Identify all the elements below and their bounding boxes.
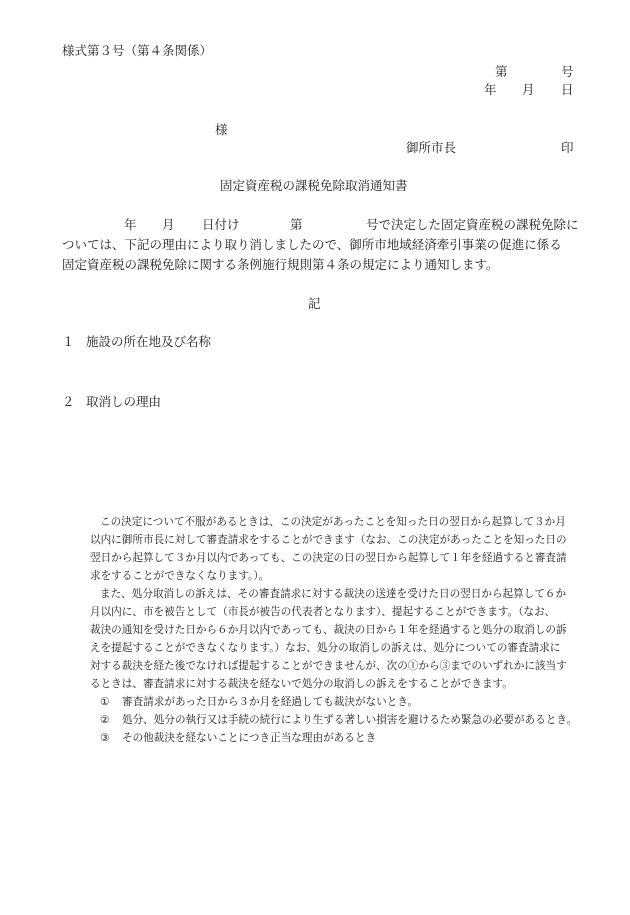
date-year: 年 bbox=[484, 82, 497, 97]
intro-line2: ついては、下記の理由により取り消しましたので、御所市地域経済牽引事業の促進に係る bbox=[62, 237, 562, 252]
notice-line: るときは、審査請求に対する裁決を経ないで処分の取消しの訴えをすることができます。 bbox=[90, 678, 513, 690]
form-label: 様式第３号（第４条関係） bbox=[62, 43, 213, 58]
notice-line: えを提起することができなくなります。）なお、処分の取消しの訴えは、処分についての審査請求に bbox=[90, 642, 561, 654]
notice-line: この決定について不服があるときは、この決定があったことを知った日の翌日から起算して３か月 bbox=[100, 516, 566, 528]
condition-text: その他裁決を経ないことにつき正当な理由があるとき bbox=[122, 732, 377, 744]
item-2-label: 取消しの理由 bbox=[86, 394, 162, 409]
intro-dai: 第 bbox=[290, 217, 303, 232]
issuer-seal: 印 bbox=[561, 140, 574, 155]
notice-line: 対する裁決を経た後でなければ提起することができませんが、次の①から③までのいずれかに該当す bbox=[90, 660, 567, 672]
notice-line: 翌日から起算して３か月以内であっても、この決定の日の翌日から起算して１年を経過すると審査請 bbox=[90, 552, 567, 564]
condition-text: 処分、処分の執行又は手続の続行により生ずる著しい損害を避けるため緊急の必要があるとき。 bbox=[122, 714, 578, 726]
condition-text: 審査請求があった日から３か月を経過しても裁決がないとき。 bbox=[122, 696, 419, 708]
date-day: 日 bbox=[561, 82, 574, 97]
document-title: 固定資産税の課税免除取消通知書 bbox=[220, 178, 408, 193]
addressee-sama: 様 bbox=[215, 122, 228, 137]
condition-mark: ① bbox=[100, 696, 110, 708]
condition-mark: ② bbox=[100, 714, 110, 726]
intro-hizuke: 日付け bbox=[202, 217, 240, 232]
notice-line: 以内に御所市長に対して審査請求をすることができます（なお、この決定があったことを知った日の bbox=[90, 534, 567, 546]
doc-number-gou: 号 bbox=[561, 64, 574, 79]
item-1-number: １ bbox=[62, 334, 75, 349]
intro-line1-tail: 号で決定した固定資産税の課税免除に bbox=[366, 217, 579, 232]
issuer-title: 御所市長 bbox=[406, 140, 457, 155]
intro-line3: 固定資産税の課税免除に関する条例施行規則第４条の規定により通知します。 bbox=[62, 257, 499, 272]
date-month: 月 bbox=[522, 82, 535, 97]
intro-month: 月 bbox=[162, 217, 175, 232]
item-2-number: ２ bbox=[62, 394, 75, 409]
doc-number-dai: 第 bbox=[495, 64, 508, 79]
notice-line: 月以内に、市を被告として（市長が被告の代表者となります）、提起することができます。（なお、 bbox=[90, 606, 556, 618]
intro-year: 年 bbox=[124, 217, 137, 232]
notice-line: また、処分取消しの訴えは、その審査請求に対する裁決の送達を受けた日の翌日から起算して６か bbox=[100, 588, 567, 600]
notice-line: 求をすることができなくなります。）。 bbox=[90, 570, 270, 582]
condition-mark: ③ bbox=[100, 732, 110, 744]
ki-label: 記 bbox=[308, 296, 321, 311]
notice-line: 裁決の通知を受けた日から６か月以内であっても、裁決の日から１年を経過すると処分の取消しの訴 bbox=[90, 624, 567, 636]
item-1-label: 施設の所在地及び名称 bbox=[86, 334, 212, 349]
